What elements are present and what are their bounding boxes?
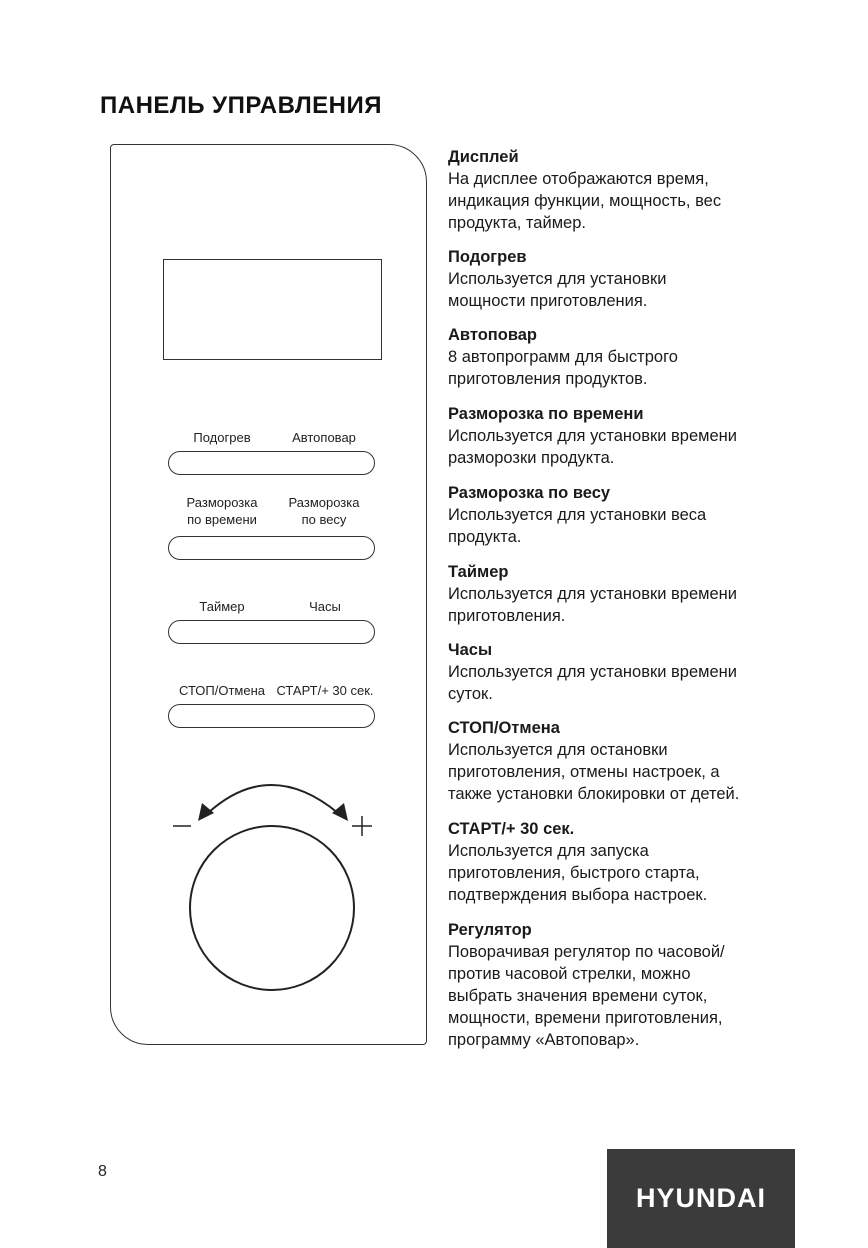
dial-knob[interactable] — [190, 826, 354, 990]
desc-text: Используется для установки времени приготовления. — [448, 585, 737, 625]
rotation-arrow-arc — [208, 785, 338, 813]
desc-text: Используется для установки времени разморозки продукта. — [448, 427, 737, 467]
desc-start-30 — [448, 818, 798, 906]
label-podogrev: Подогрев — [193, 430, 251, 445]
arrow-right-icon — [332, 803, 348, 821]
desc-heading: Часы — [448, 641, 493, 659]
label-taimer: Таймер — [199, 599, 245, 614]
button-stop-start[interactable] — [168, 704, 375, 728]
desc-heading: СТАРТ/+ 30 сек. — [448, 820, 575, 838]
label-stop-otmena: СТОП/Отмена — [178, 683, 266, 698]
desc-chasy — [448, 639, 798, 705]
page-number: 8 — [98, 1163, 107, 1180]
brand-logo — [607, 1149, 795, 1248]
desc-text: Используется для установки веса продукта. — [448, 506, 707, 546]
label-razmorozka-po-vremeni: Разморозка по времени — [186, 495, 258, 527]
brand-text: HYUNDAI — [635, 1183, 766, 1213]
desc-text: Используется для остановки приготовления, отмены настроек, а также установки блокировки от детей. — [448, 741, 740, 803]
desc-heading: Автоповар — [448, 326, 538, 344]
desc-text: Используется для установки времени суток. — [448, 663, 737, 703]
page-title: ПАНЕЛЬ УПРАВЛЕНИЯ — [100, 92, 383, 119]
display-screen — [163, 259, 382, 360]
button-razmorozka[interactable] — [168, 536, 375, 560]
desc-razmorozka-po-vesu — [448, 482, 798, 548]
desc-razmorozka-po-vremeni — [448, 403, 798, 469]
desc-stop-otmena — [448, 717, 798, 805]
desc-heading: СТОП/Отмена — [448, 719, 560, 737]
desc-display — [448, 146, 798, 234]
desc-heading: Подогрев — [448, 248, 527, 266]
label-chasy: Часы — [309, 599, 341, 614]
label-avtopovar: Автоповар — [292, 430, 356, 445]
desc-text: Поворачивая регулятор по часовой/ против часовой стрелки, можно выбрать значения времени суток, мощности, времени приготовления, программу «Автоповар». — [448, 943, 725, 1049]
desc-taimer — [448, 561, 798, 627]
desc-heading: Разморозка по весу — [448, 484, 611, 502]
desc-heading: Дисплей — [448, 148, 519, 166]
label-start-30: СТАРТ/+ 30 сек. — [276, 683, 374, 698]
desc-text: Используется для запуска приготовления, быстрого старта, подтверждения выбора настроек. — [448, 842, 708, 904]
arrow-left-icon — [198, 803, 214, 821]
desc-avtopovar — [448, 324, 798, 390]
desc-text: Используется для установки мощности приготовления. — [448, 270, 667, 310]
desc-heading: Разморозка по времени — [448, 405, 644, 423]
button-taimer-chasy[interactable] — [168, 620, 375, 644]
desc-text: 8 автопрограмм для быстрого приготовления продуктов. — [448, 348, 678, 388]
label-razmorozka-po-vesu: Разморозка по весу — [288, 495, 360, 527]
button-podogrev-avtopovar[interactable] — [168, 451, 375, 475]
desc-text: На дисплее отображаются время, индикация функции, мощность, вес продукта, таймер. — [448, 170, 722, 232]
dial-regulator[interactable] — [160, 775, 380, 1015]
desc-heading: Регулятор — [448, 921, 532, 939]
desc-regulator — [448, 919, 798, 1051]
desc-heading: Таймер — [448, 563, 509, 581]
desc-podogrev — [448, 246, 798, 312]
